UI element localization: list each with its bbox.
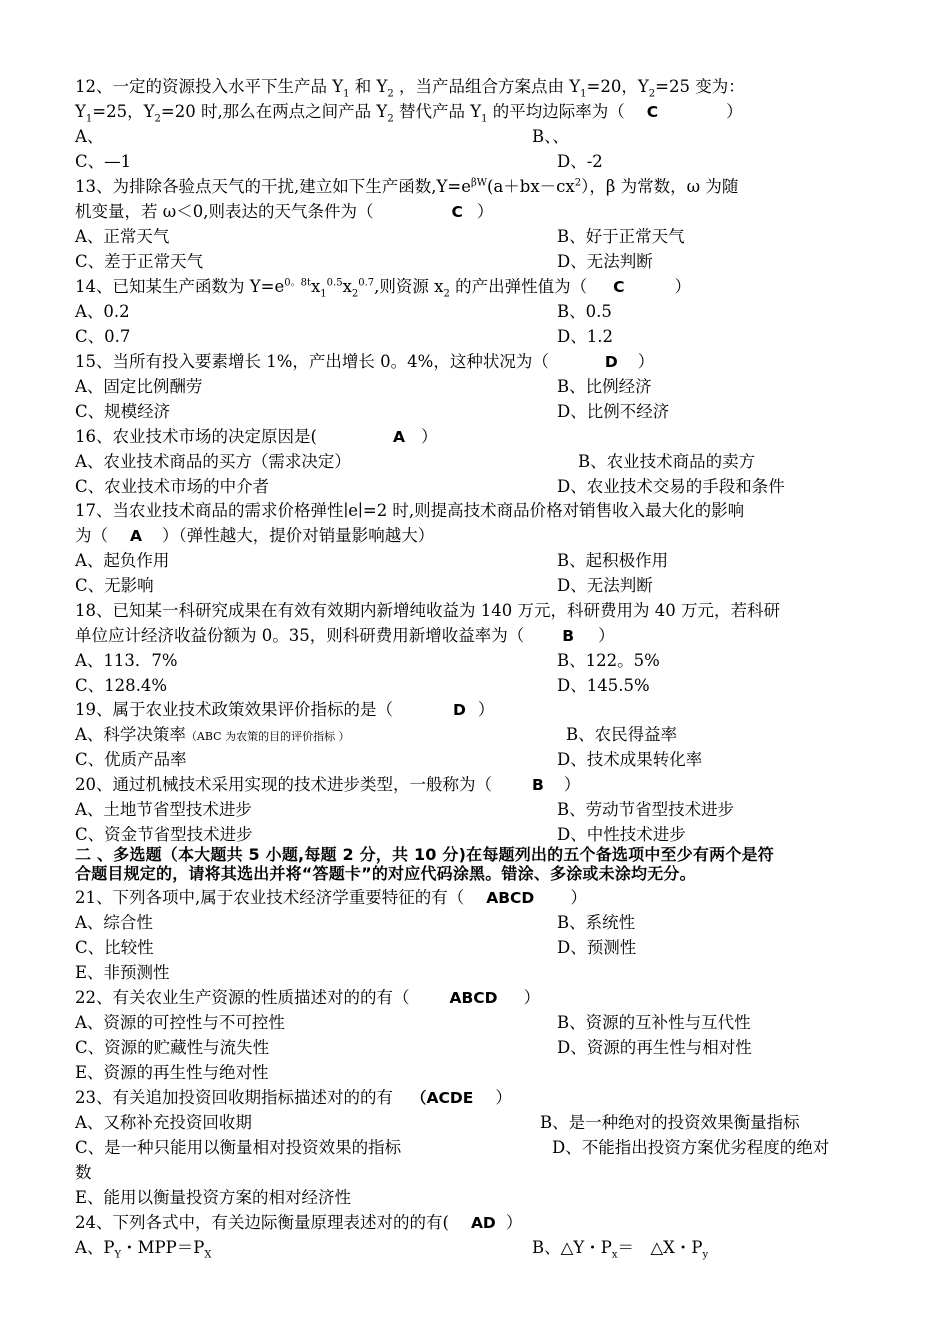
q15-option-d: D、比例不经济	[557, 402, 670, 421]
q21-option-a: A、综合性	[75, 913, 153, 932]
q18-option-d: D、145.5%	[557, 676, 650, 695]
q19-stem: 19、属于农业技术政策效果评价指标的是（ D ）	[75, 700, 495, 719]
q22-option-b: B、资源的互补性与互代性	[557, 1013, 751, 1032]
q21-option-c: C、比较性	[75, 938, 154, 957]
q19-option-c: C、优质产品率	[75, 750, 187, 769]
q23-option-a: A、又称补充投资回收期	[75, 1113, 252, 1132]
q16-option-b: B、农业技术商品的卖方	[578, 452, 756, 471]
q18-option-b: B、122。5%	[557, 651, 660, 670]
q18-option-c: C、128.4%	[75, 676, 168, 695]
q17-stem-line2: 为（ A ）（弹性越大，提价对销量影响越大）	[75, 526, 435, 545]
q17-option-a: A、起负作用	[75, 551, 170, 570]
q22-stem: 22、有关农业生产资源的性质描述对的的有（ ABCD ）	[75, 988, 541, 1007]
section2-heading-line1: 二 、多选题（本大题共 5 小题,每题 2 分，共 10 分)在每题列出的五个备选项中至少有两个是符	[75, 845, 774, 864]
q23-answer: （ACDE	[411, 1089, 474, 1107]
q17-stem-line1: 17、当农业技术商品的需求价格弹性∣e∣=2 时,则提高技术商品价格对销售收入最大化的影响	[75, 501, 745, 520]
q20-option-b: B、劳动节省型技术进步	[557, 800, 735, 819]
q15-stem: 15、当所有投入要素增长 1%，产出增长 0。4%，这种状况为（ D ）	[75, 352, 655, 371]
q18-option-a: A、113．7%	[75, 651, 178, 670]
q18-answer: B	[562, 627, 575, 645]
q21-option-d: D、预测性	[557, 938, 637, 957]
q17-option-b: B、起积极作用	[557, 551, 669, 570]
q22-option-e: E、资源的再生性与绝对性	[75, 1063, 269, 1082]
q18-stem-line2: 单位应计经济收益份额为 0。35，则科研费用新增收益率为（ B ）	[75, 626, 615, 645]
q23-stem: 23、有关追加投资回收期指标描述对的的有 （ACDE ）	[75, 1088, 512, 1107]
q16-answer: A	[392, 428, 405, 446]
q16-stem: 16、农业技术市场的决定原因是( A ）	[75, 427, 438, 446]
q14-option-a: A、0.2	[75, 302, 130, 321]
q15-option-c: C、规模经济	[75, 402, 171, 421]
q24-answer: AD	[470, 1214, 496, 1232]
q22-option-a: A、资源的可控性与不可控性	[75, 1013, 285, 1032]
q13-option-b: B、好于正常天气	[557, 227, 685, 246]
q14-stem-line1: 14、已知某生产函数为 $Y=e^{0。8t}x_1^{0.5}x_2^{0.7}$,则资源 $x_2$ 的产出弹性值为（ C ）	[75, 277, 691, 300]
q12-stem-line1: 12、一定的资源投入水平下生产品 $Y_1$ 和 $Y_2$ ，当产品组合方案点由 $Y_1=20$，$Y_2=25$ 变为：	[75, 77, 745, 100]
q15-option-a: A、固定比例酬劳	[75, 377, 203, 396]
q19-answer: D	[453, 701, 466, 719]
q19-option-b: B、农民得益率	[566, 725, 678, 744]
q23-option-b: B、是一种绝对的投资效果衡量指标	[540, 1113, 800, 1132]
q21-option-e: E、非预测性	[75, 963, 170, 982]
q13-option-d: D、无法判断	[557, 252, 653, 271]
q14-answer: C	[613, 278, 625, 296]
q14-option-d: D、1.2	[557, 327, 613, 346]
q20-option-a: A、土地节省型技术进步	[75, 800, 252, 819]
q23-option-d: D、不能指出投资方案优劣程度的绝对	[552, 1138, 830, 1157]
q17-option-c: C、无影响	[75, 576, 154, 595]
q17-option-d: D、无法判断	[557, 576, 653, 595]
q20-option-c: C、资金节省型技术进步	[75, 825, 253, 844]
q12-option-a: A、	[75, 127, 104, 146]
q19-option-a-note: （ABC 为农策的目的评价指标 ）	[185, 730, 350, 743]
q22-option-c: C、资源的贮藏性与流失性	[75, 1038, 270, 1057]
q21-stem: 21、下列各项中,属于农业技术经济学重要特征的有（ ABCD ）	[75, 888, 587, 907]
q13-stem-line1: 13、为排除各验点天气的干扰,建立如下生产函数$,Y=e^{\beta W}(a+bx-cx^2)$，β 为常数，ω 为随	[75, 177, 739, 196]
q13-option-c: C、差于正常天气	[75, 252, 204, 271]
q20-stem: 20、通过机械技术采用实现的技术进步类型，一般称为（ B ）	[75, 775, 581, 794]
q12-option-d: D、-2	[557, 152, 603, 171]
q13-answer: C	[451, 203, 463, 221]
q14-option-b: B、0.5	[557, 302, 612, 321]
q21-answer: ABCD	[486, 889, 535, 907]
q12-option-b: B、、	[532, 127, 569, 146]
q20-option-d: D、中性技术进步	[557, 825, 686, 844]
q23-option-c: C、是一种只能用以衡量相对投资效果的指标	[75, 1138, 402, 1157]
q18-stem-line1: 18、已知某一科研究成果在有效有效期内新增纯收益为 140 万元，科研费用为 40 万元，若科研	[75, 601, 780, 620]
q24-stem: 24、下列各式中，有关边际衡量原理表述对的的有( AD ）	[75, 1213, 523, 1232]
q19-option-d: D、技术成果转化率	[557, 750, 703, 769]
q19-option-a: A、科学决策率（ABC 为农策的目的评价指标 ）	[75, 725, 350, 744]
q14-option-c: C、0.7	[75, 327, 131, 346]
q12-answer: C	[646, 103, 659, 121]
q20-answer: B	[532, 776, 544, 794]
q15-answer: D	[604, 353, 618, 371]
q22-answer: ABCD	[449, 989, 498, 1007]
q12-option-c: C、—1	[75, 152, 132, 171]
q12-stem-line2: $Y_1=25$，$Y_2=20$ 时,那么在两点之间产品 $Y_2$ 替代产品 $Y_1$ 的平均边际率为（ C ）	[75, 102, 743, 125]
q24-option-a: A、$P_Y$・$MPP=P_X$	[75, 1238, 212, 1261]
q13-stem-line2: 机变量，若 ω＜0,则表达的天气条件为（ C ）	[75, 202, 494, 221]
q22-option-d: D、资源的再生性与相对性	[557, 1038, 752, 1057]
q15-option-b: B、比例经济	[557, 377, 652, 396]
q16-option-a: A、农业技术商品的买方（需求决定）	[75, 452, 351, 471]
q23-option-e: E、能用以衡量投资方案的相对经济性	[75, 1188, 352, 1207]
q16-option-c: C、农业技术市场的中介者	[75, 477, 270, 496]
q24-option-b: B、△Y・$P_x=$ △X・$P_y$	[532, 1238, 709, 1261]
q16-option-d: D、农业技术交易的手段和条件	[557, 477, 785, 496]
q17-answer: A	[130, 527, 142, 545]
q21-option-b: B、系统性	[557, 913, 636, 932]
q23-option-d-continued: 数	[75, 1163, 92, 1182]
q13-option-a: A、正常天气	[75, 227, 170, 246]
section2-heading-line2: 合题目规定的，请将其选出并将“答题卡”的对应代码涂黑。错涂、多涂或未涂均无分。	[75, 864, 696, 883]
